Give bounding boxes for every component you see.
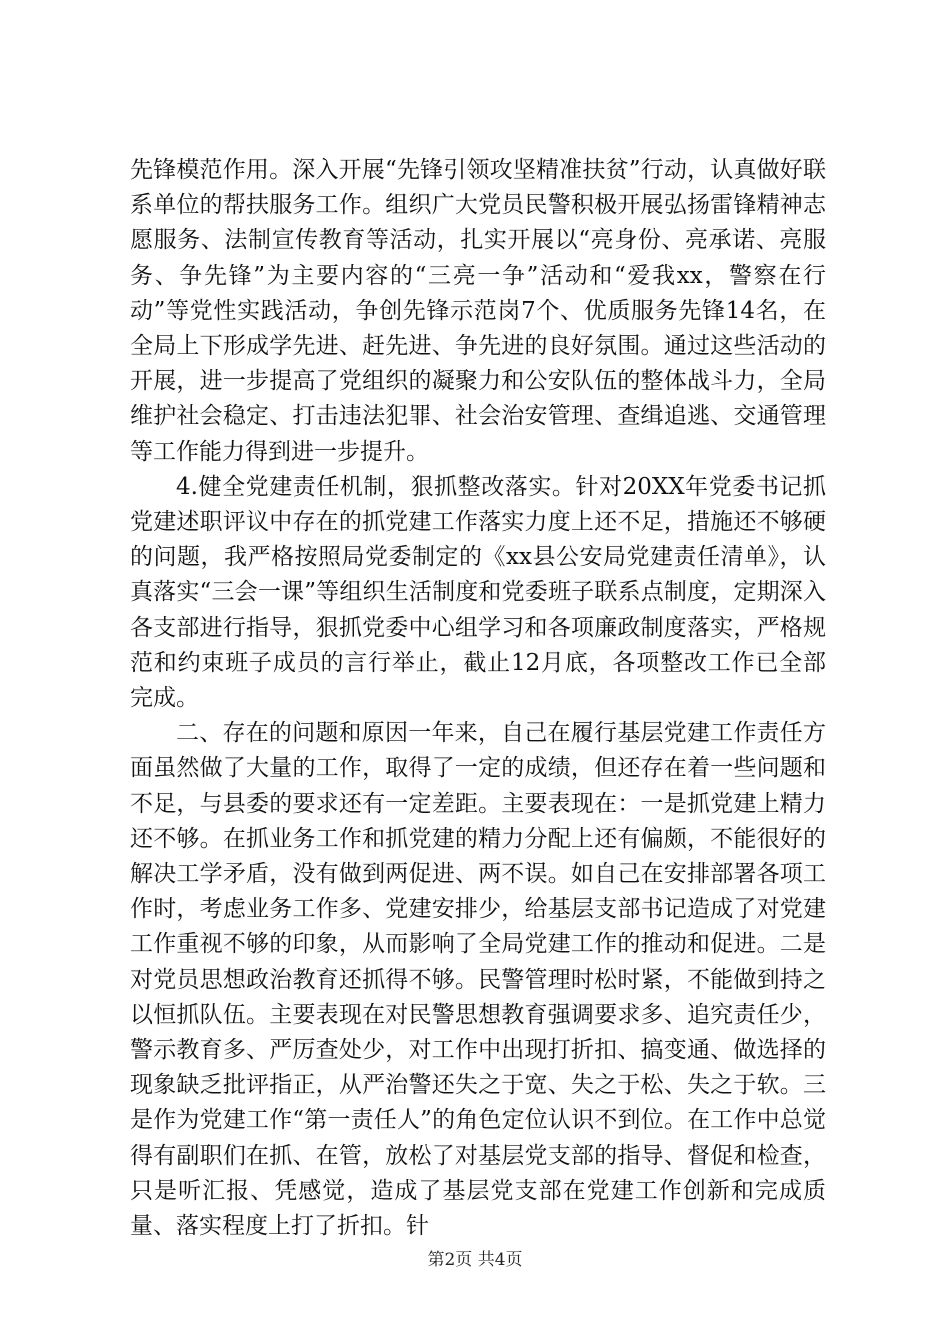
paragraph-continuation: 先锋模范作用。深入开展“先锋引领攻坚精准扶贫”行动，认真做好联系单位的帮扶服务工作。组织广大党员民警积极开展弘扬雷锋精神志愿服务、法制宣传教育等活动，扎实开展以“亮身份、亮承诺、亮服务、争先锋”为主要内容的“三亮一争”活动和“爱我xx，警察在行动”等党性实践活动，争创先锋示范岗7个、优质服务先锋14名，在全局上下形成学先进、赶先进、争先进的良好氛围。通过这些活动的开展，进一步提高了党组织的凝聚力和公安队伍的整体战斗力，全局维护社会稳定、打击违法犯罪、社会治安管理、查缉追逃、交通管理等工作能力得到进一步提升。 bbox=[130, 157, 826, 465]
page-number-footer: 第2页 共4页 bbox=[427, 1250, 523, 1270]
paragraph-section-2: 二、存在的问题和原因一年来，自己在履行基层党建工作责任方面虽然做了大量的工作，取得了一定的成绩，但还存在着一些问题和不足，与县委的要求还有一定差距。主要表现在：一是抓党建上精力还不够。在抓业务工作和抓党建的精力分配上还有偏颇，不能很好的解决工学矛盾，没有做到两促进、两不误。如自己在安排部署各项工作时，考虑业务工作多、党建安排少，给基层支部书记造成了对党建工作重视不够的印象，从而影响了全局党建工作的推动和促进。二是对党员思想政治教育还抓得不够。民警管理时松时紧，不能做到持之以恒抓队伍。主要表现在对民警思想教育强调要求多、追究责任少，警示教育多、严厉查处少，对工作中出现打折扣、搞变通、做选择的现象缺乏批评指正，从严治警还失之于宽、失之于松、失之于软。三是作为党建工作“第一责任人”的角色定位认识不到位。在工作中总觉得有副职们在抓、在管，放松了对基层党支部的指导、督促和检查，只是听汇报、凭感觉，造成了基层党支部在党建工作创新和完成质量、落实程度上打了折扣。针 bbox=[130, 720, 826, 1240]
document-body bbox=[130, 153, 826, 1244]
paragraph-item-4: 4.健全党建责任机制，狠抓整改落实。针对20XX年党委书记抓党建述职评议中存在的抓党建工作落实力度上还不足，措施还不够硬的问题，我严格按照局党委制定的《xx县公安局党建责任清单》，认真落实“三会一课”等组织生活制度和党委班子联系点制度，定期深入各支部进行指导，狠抓党委中心组学习和各项廉政制度落实，严格规范和约束班子成员的言行举止，截止12月底，各项整改工作已全部完成。 bbox=[130, 473, 826, 712]
